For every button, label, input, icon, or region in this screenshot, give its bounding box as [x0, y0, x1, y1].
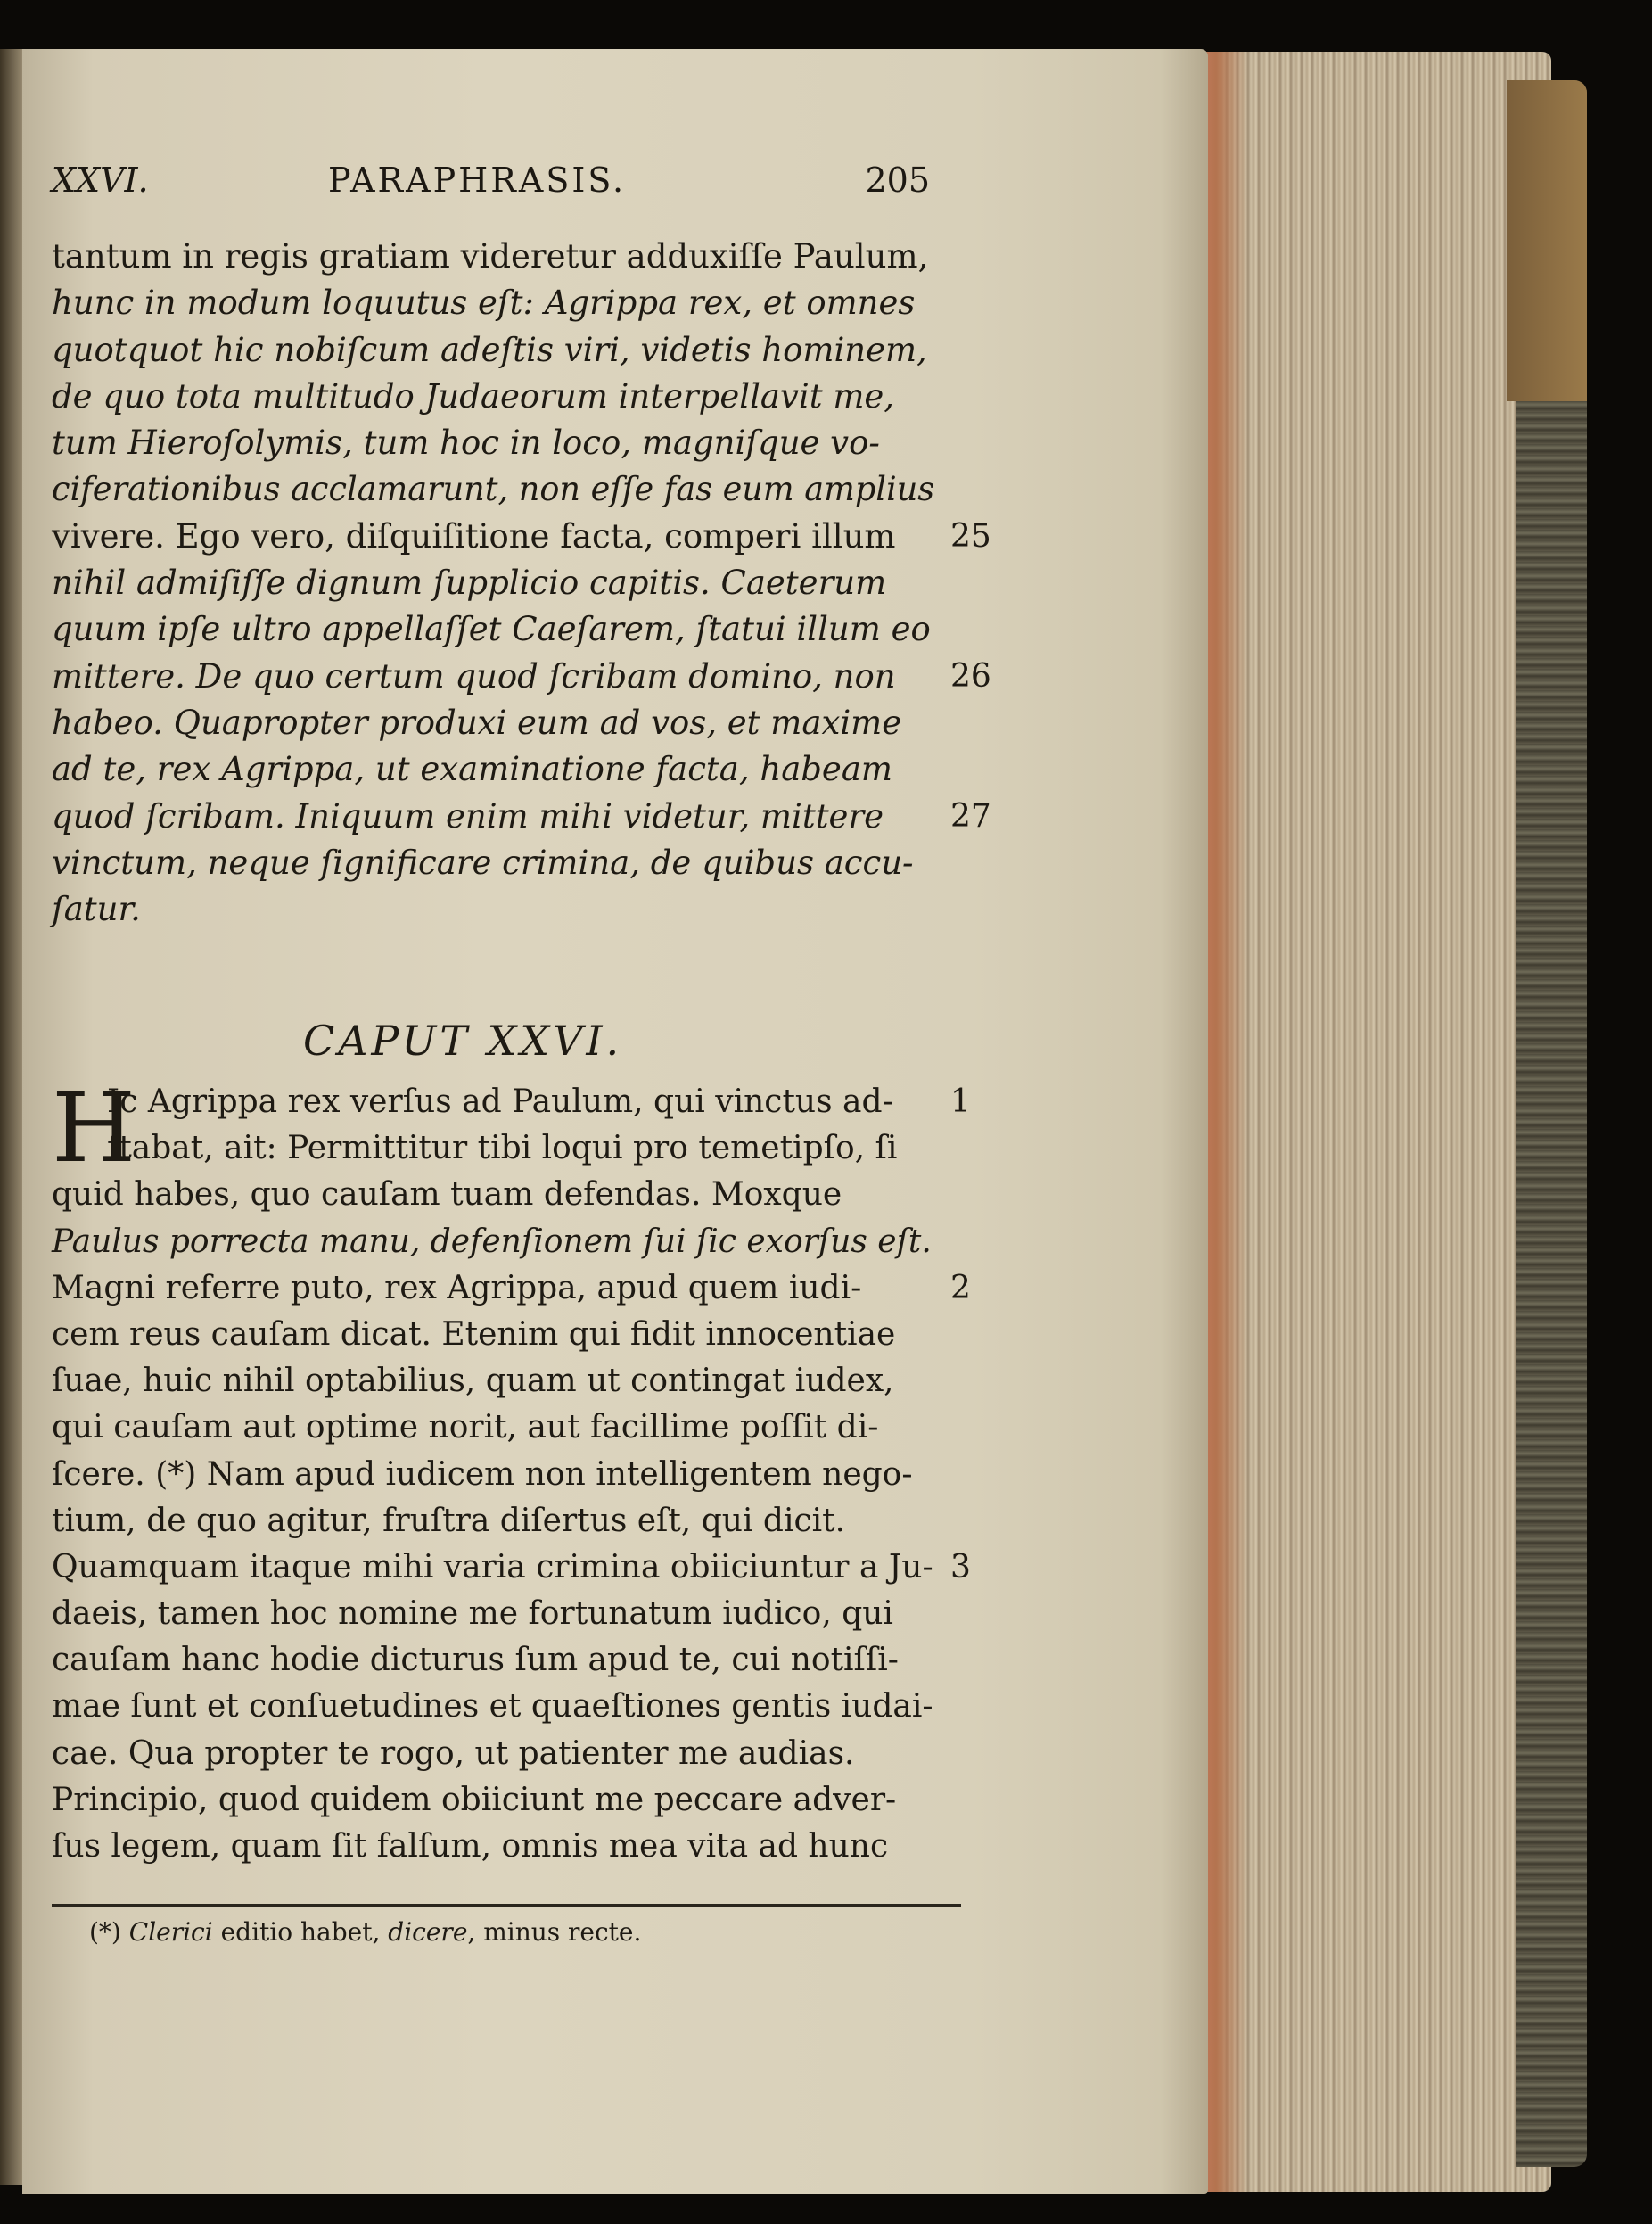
footnote-text-b: , minus recte.	[467, 1917, 642, 1947]
verse-number: 1	[950, 1083, 971, 1120]
text-line	[52, 1452, 988, 1498]
chapter-paragraph	[52, 1073, 988, 1870]
footnote-quoted-word: dicere	[388, 1917, 468, 1947]
verse-number: 26	[950, 657, 991, 695]
line-text: Principio, quod quidem obiiciunt me peccare adver-	[52, 1781, 897, 1818]
text-line	[52, 606, 988, 653]
line-text: quid habes, quo cauſam tuam defendas. Moxque	[52, 1176, 842, 1214]
text-line	[52, 234, 988, 280]
text-line	[52, 1731, 988, 1777]
text-line	[52, 466, 988, 513]
footnote-rule	[52, 1904, 961, 1907]
line-text: mittere. De quo certum quod ſcribam domino, non	[52, 656, 896, 696]
text-line	[52, 1544, 988, 1591]
text-line	[52, 1777, 988, 1824]
footnote-marker: (*)	[89, 1917, 121, 1947]
paragraph-continued	[52, 234, 991, 933]
text-line	[52, 746, 988, 793]
text-line	[52, 1824, 988, 1870]
line-text: quod ſcribam. Iniquum enim mihi videtur, mittere	[52, 796, 884, 836]
line-text: ſus legem, quam ſit falſum, omnis mea vita ad hunc	[52, 1828, 889, 1865]
verse-number: 3	[950, 1548, 971, 1586]
line-text: vinctum, neque ſignificare crimina, de quibus accu-	[52, 843, 914, 882]
verse-number: 27	[950, 797, 991, 835]
line-text: tium, de quo agitur, fruſtra diſertus eſt, qui dicit.	[52, 1502, 846, 1539]
line-text: ſtabat, ait: Permittitur tibi loqui pro temetipſo, ſi	[107, 1130, 898, 1167]
line-text: daeis, tamen hoc nomine me fortunatum iudico, qui	[52, 1595, 893, 1633]
line-text: qui cauſam aut optime norit, aut facillime poſſit di-	[52, 1409, 879, 1446]
line-text: quum ipſe ultro appellaſſet Caeſarem, ſtatui illum eo	[52, 610, 931, 649]
text-line	[52, 1498, 988, 1544]
line-text: hunc in modum loquutus eſt: Agrippa rex, et omnes	[52, 284, 916, 323]
header-title: PARAPHRASIS.	[328, 161, 627, 200]
text-line	[52, 280, 988, 326]
drop-capital: H	[52, 1073, 136, 1184]
line-text: cem reus cauſam dicat. Etenim qui fidit innocentiae	[52, 1315, 896, 1353]
text-line	[52, 327, 988, 374]
text-line	[52, 1219, 988, 1265]
line-text: Paulus porrecta manu, defenſionem ſui ſic exorſus eſt.	[52, 1223, 932, 1260]
verse-number: 2	[950, 1269, 971, 1306]
line-text: ſuae, huic nihil optabilius, quam ut contingat iudex,	[52, 1363, 894, 1400]
text-line	[52, 514, 991, 560]
text-line	[52, 1637, 988, 1684]
text-line	[52, 1125, 988, 1172]
footnote-author: Clerici	[128, 1917, 213, 1947]
header-chapter-number: XXVI.	[52, 161, 149, 200]
text-line	[52, 1312, 988, 1358]
verse-number: 25	[950, 517, 991, 555]
line-text: nihil admiſiſſe dignum ſupplicio capitis. Caeterum	[52, 564, 887, 603]
text-line	[52, 1265, 988, 1312]
text-line	[52, 1358, 988, 1404]
line-text: ſcere. (*) Nam apud iudicem non intelligentem nego-	[52, 1455, 913, 1493]
text-line	[52, 1591, 988, 1637]
line-text: cae. Qua propter te rogo, ut patienter me audias.	[52, 1734, 855, 1772]
text-line	[52, 1172, 988, 1218]
text-line	[52, 420, 988, 466]
text-line	[52, 654, 991, 700]
text-line	[52, 840, 988, 886]
line-text: Ic Agrippa rex verſus ad Paulum, qui vinctus ad-	[107, 1083, 893, 1120]
page-number: 205	[865, 161, 930, 200]
line-text: Magni referre puto, rex Agrippa, apud quem iudi-	[52, 1269, 862, 1306]
chapter-heading: CAPUT XXVI.	[303, 1017, 623, 1065]
line-text: Quamquam itaque mihi varia crimina obiiciuntur a Ju-	[52, 1548, 933, 1586]
line-text: tantum in regis gratiam videretur adduxiſſe Paulum,	[52, 237, 929, 276]
line-text: mae ſunt et conſuetudines et quaeſtiones gentis iudai-	[52, 1688, 933, 1726]
footnote	[89, 1917, 641, 1947]
line-text: quotquot hic nobiſcum adeſtis viri, videtis hominem,	[52, 330, 927, 369]
line-text: de quo tota multitudo Judaeorum interpellavit me,	[52, 376, 895, 416]
text-line	[52, 1684, 988, 1730]
line-text: vivere. Ego vero, diſquiſitione facta, comperi illum	[52, 516, 896, 556]
line-text: habeo. Quapropter produxi eum ad vos, et maxime	[52, 703, 902, 742]
text-line	[52, 1404, 988, 1451]
text-line	[52, 374, 988, 420]
line-text: cauſam hanc hodie dicturus ſum apud te, cui notiſſi-	[52, 1642, 899, 1679]
running-header	[52, 161, 930, 214]
text-line	[52, 886, 988, 933]
line-text: ſatur.	[52, 890, 141, 929]
line-text: ad te, rex Agrippa, ut examinatione facta, habeam	[52, 750, 892, 789]
page-block-edges	[1195, 52, 1551, 2192]
text-line	[52, 700, 988, 746]
text-line	[52, 794, 991, 840]
line-text: ciferationibus acclamarunt, non eſſe fas eum amplius	[52, 470, 935, 509]
text-line	[52, 560, 988, 606]
text-line	[52, 1079, 988, 1125]
book-cover-corner	[1507, 80, 1587, 401]
footnote-text-a: editio habet,	[212, 1917, 389, 1947]
line-text: tum Hieroſolymis, tum hoc in loco, magniſque vo-	[52, 424, 880, 463]
